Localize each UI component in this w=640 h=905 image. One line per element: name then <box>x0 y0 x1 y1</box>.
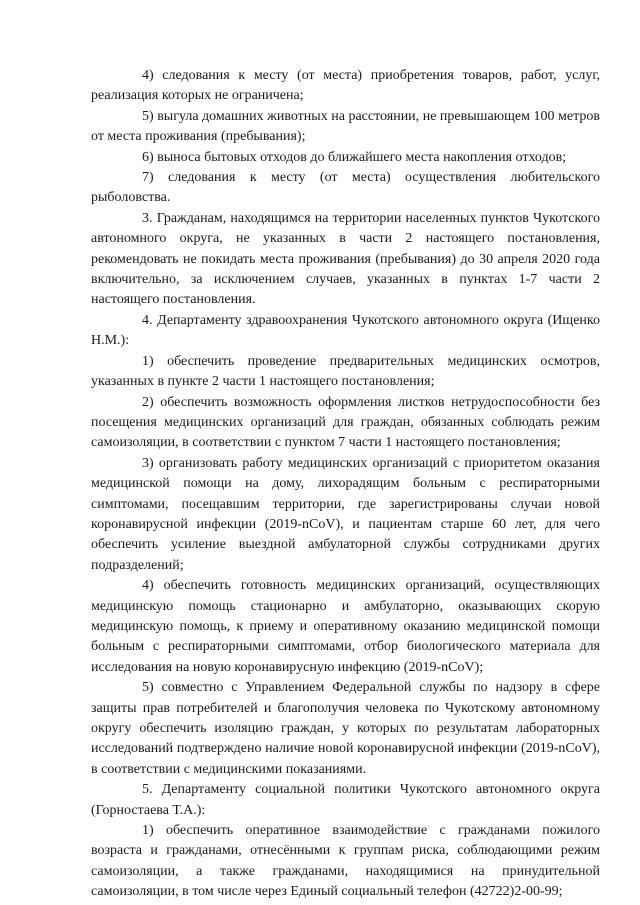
paragraph-section-3-citizens: 3. Гражданам, находящимся на территории населенных пунктов Чукотского автономного округа, не указанных в части 2 настоящего постановления, рекомендовать не покидать места проживания (пребывания) до 30 апреля 2020 года включительно, за исключением случаев, указанных в пунктах 1-7 части 2 настоящего постановления. <box>91 210 600 308</box>
paragraph-health-item-1: 1) обеспечить проведение предварительных медицинских осмотров, указанных в пункте 2 части 1 настоящего постановления; <box>91 353 600 390</box>
paragraph-section-5-social-dept: 5. Департаменту социальной политики Чукотского автономного округа (Горностаева Т.А.): <box>91 782 600 818</box>
paragraph-health-item-5: 5) совместно с Управлением Федеральной службы по надзору в сфере защиты прав потребителей и благополучия человека по Чукотскому автономному округу обеспечить изоляцию граждан, у которых по результатам лабораторных исследований подтверждено наличие новой коронавирусной инфекции (2019-nCoV), в соответствии с медицинскими показаниями. <box>91 680 600 777</box>
paragraph-item-5-pets: 5) выгула домашних животных на расстоянии, не превышающем 100 метров от места проживания (пребывания); <box>91 108 600 145</box>
paragraph-item-6-waste: 6) выноса бытовых отходов до ближайшего места накопления отходов; <box>142 149 567 165</box>
paragraph-item-7-fishing: 7) следования к месту (от места) осуществления любительского рыболовства. <box>91 170 600 206</box>
document-body <box>91 66 600 903</box>
paragraph-social-item-1: 1) обеспечить оперативное взаимодействие с гражданами пожилого возраста и гражданами, отнесёнными к группам риска, соблюдающими режим самоизоляции, а также гражданами, находящимися на принудительной самоизоляции, в том числе через Единый социальный телефон (42722)2-00-99; <box>91 823 600 900</box>
paragraph-health-item-2: 2) обеспечить возможность оформления листков нетрудоспособности без посещения медицинских организаций для граждан, обязанных соблюдать режим самоизоляции, в соответствии с пунктом 7 части 1 настоящего постановления; <box>91 394 600 451</box>
paragraph-section-4-health-dept: 4. Департаменту здравоохранения Чукотского автономного округа (Ищенко Н.М.): <box>91 312 600 349</box>
paragraph-health-item-4: 4) обеспечить готовность медицинских организаций, осуществляющих медицинскую помощь стационарно и амбулаторно, оказывающих скорую медицинскую помощь, к приему и оперативному оказанию медицинской помощи больным с респираторными симптомами, отбор биологического материала для исследования на новую коронавирусную инфекцию (2019-nCoV); <box>91 578 600 675</box>
paragraph-health-item-3: 3) организовать работу медицинских организаций с приоритетом оказания медицинской помощи на дому, лихорадящим больным с респираторными симптомами, посещавшим территории, где зарегистрированы случаи новой коронавирусной инфекции (2019-nCoV), и пациентам старше 60 лет, для чего обеспечить усиление выездной амбулаторной службы сотрудниками других подразделений; <box>91 455 600 573</box>
paragraph-item-4-shopping: 4) следования к месту (от места) приобретения товаров, работ, услуг, реализация которых не ограничена; <box>91 68 600 104</box>
